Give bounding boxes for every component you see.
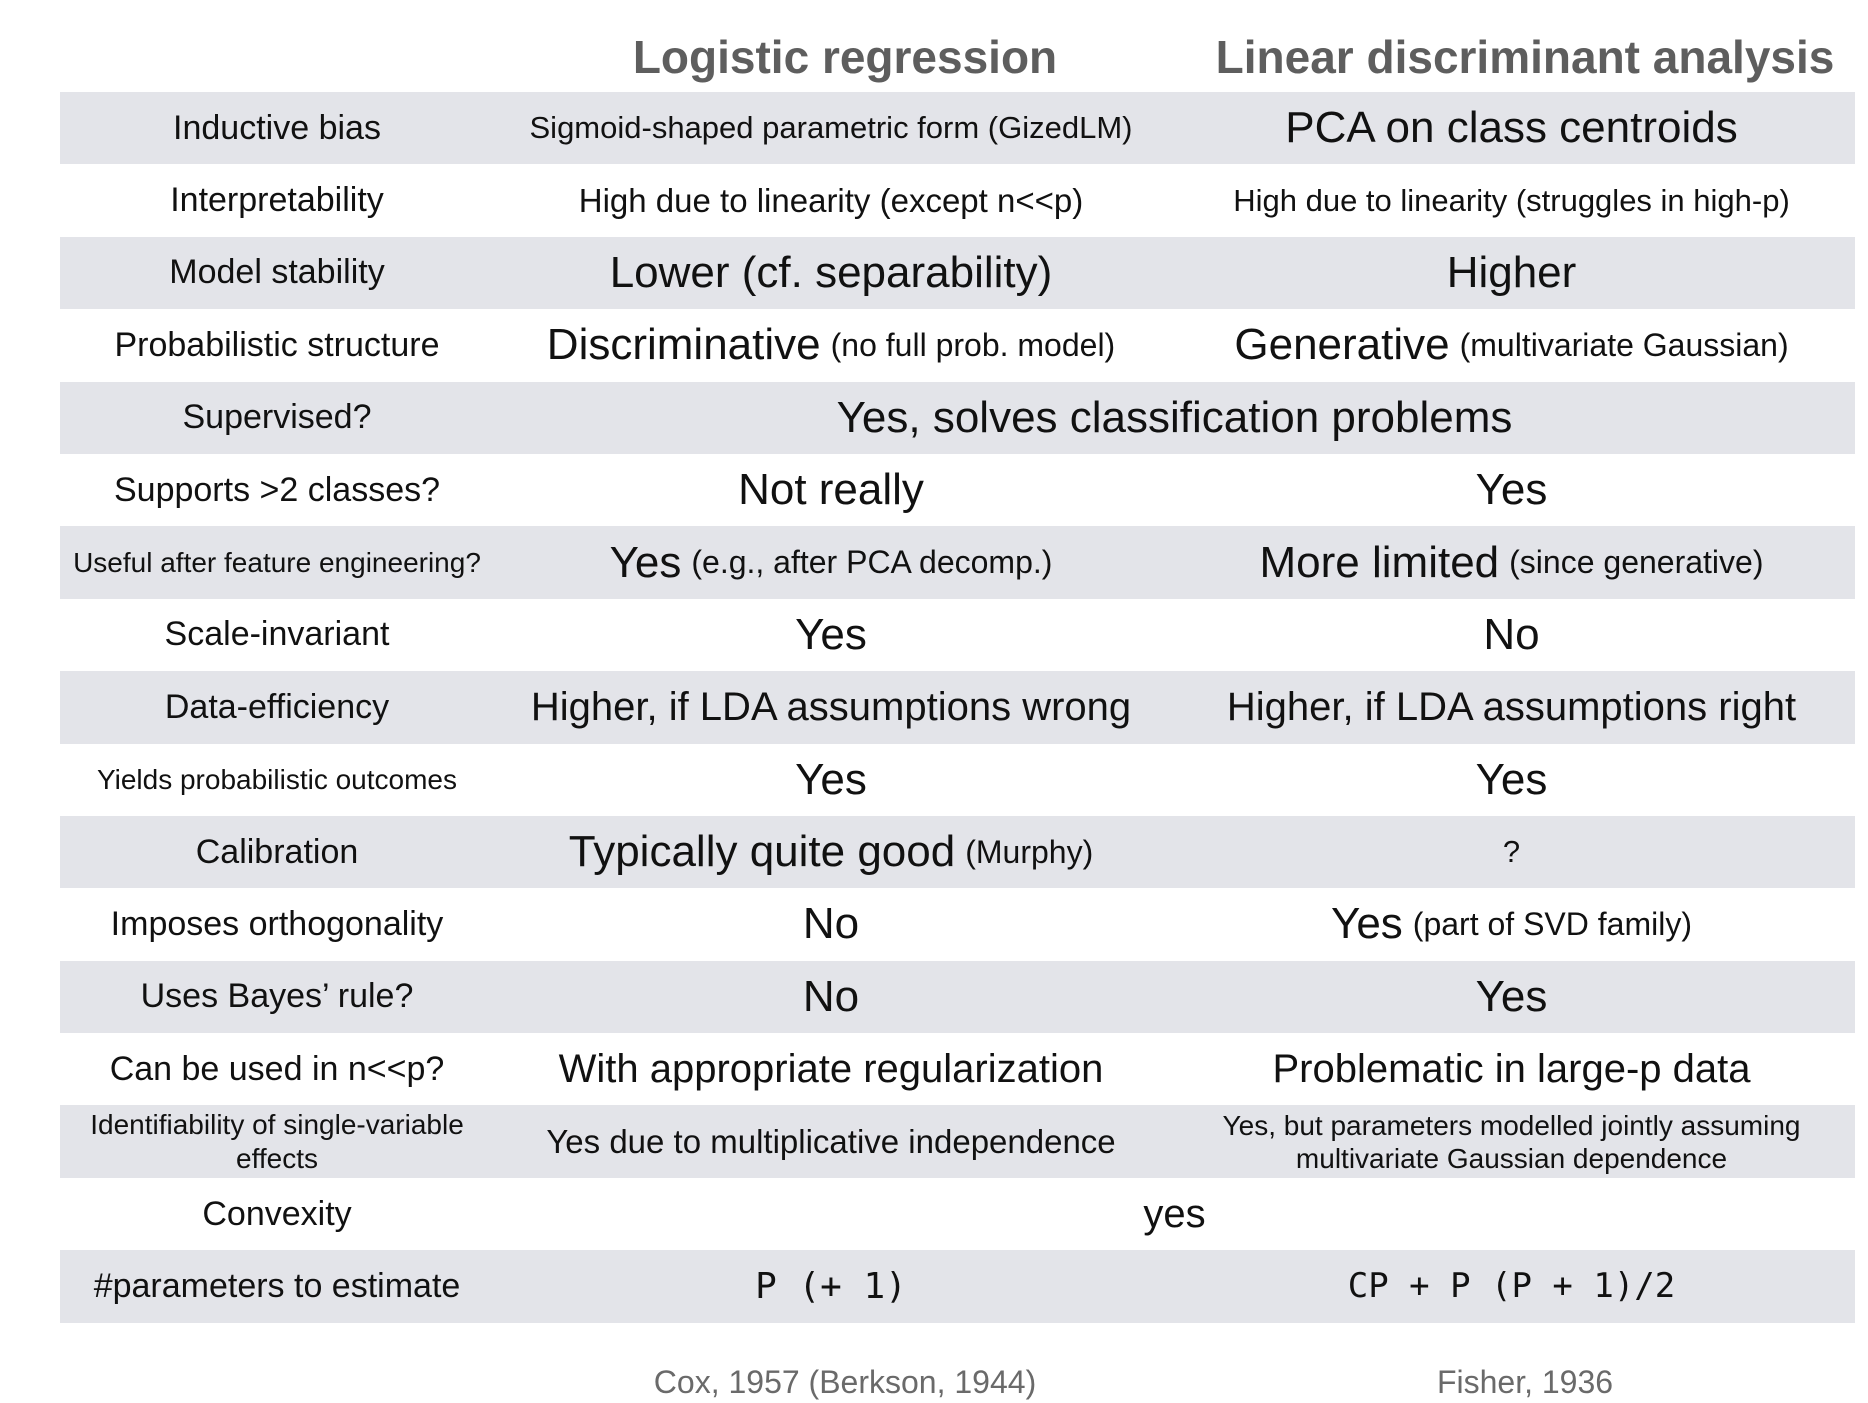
row-label: Supervised? xyxy=(182,398,372,437)
row-label: Convexity xyxy=(202,1194,352,1233)
table-row xyxy=(60,92,1855,164)
row-label: Identifiability of single-variable effects xyxy=(90,1108,464,1174)
lda-note-text: (part of SVD family) xyxy=(1412,905,1692,942)
table-row xyxy=(60,1250,1855,1322)
lr-note-text: (e.g., after PCA decomp.) xyxy=(691,544,1053,581)
lr-cell xyxy=(494,309,1168,381)
row-label: Model stability xyxy=(169,253,385,292)
lda-cell: Higher xyxy=(1446,247,1577,297)
lr-cell: No xyxy=(802,899,860,949)
comparison-table xyxy=(60,92,1855,1323)
table-row xyxy=(60,164,1855,236)
table-row xyxy=(60,1105,1855,1177)
lda-cell: Problematic in large-p data xyxy=(1272,1046,1751,1091)
table-row xyxy=(60,961,1855,1033)
lr-main-text: Typically quite good xyxy=(568,827,956,877)
citations xyxy=(0,1362,1868,1402)
row-label: Calibration xyxy=(195,832,359,871)
row-label: Scale-invariant xyxy=(164,615,390,654)
lr-cell: Yes xyxy=(795,754,867,804)
row-label: Interpretability xyxy=(170,181,384,220)
table-row xyxy=(60,526,1855,598)
row-label: #parameters to estimate xyxy=(93,1266,461,1305)
lda-cell xyxy=(1168,526,1855,598)
lda-main-text: More limited xyxy=(1259,537,1500,587)
table-row xyxy=(60,671,1855,743)
lda-note-text: (multivariate Gaussian) xyxy=(1459,326,1789,363)
lda-cell xyxy=(1168,309,1855,381)
table-row xyxy=(60,744,1855,816)
shared-cell: Yes, solves classification problems xyxy=(836,392,1513,442)
lda-main-text: Yes xyxy=(1331,899,1403,949)
lr-cell: With appropriate regularization xyxy=(558,1046,1104,1091)
lda-cell: Yes, but parameters modelled jointly assuming multivariate Gaussian dependence xyxy=(1222,1109,1801,1174)
shared-cell: yes xyxy=(1143,1191,1206,1236)
lr-cell: Lower (cf. separability) xyxy=(609,247,1053,297)
lr-main-text: Discriminative xyxy=(546,320,821,370)
table-row xyxy=(60,1178,1855,1250)
lda-cell: Yes xyxy=(1475,465,1548,515)
lda-cell: ? xyxy=(1502,834,1521,870)
lda-cell: High due to linearity (struggles in high-p) xyxy=(1233,182,1790,218)
row-label: Supports >2 classes? xyxy=(113,470,441,509)
table-row xyxy=(60,454,1855,526)
lda-cell: PCA on class centroids xyxy=(1285,103,1738,153)
table-row xyxy=(60,888,1855,960)
citation-logistic: Cox, 1957 (Berkson, 1944) xyxy=(653,1363,1037,1400)
lr-note-text: (no full prob. model) xyxy=(830,326,1116,363)
row-label: Inductive bias xyxy=(173,108,381,147)
lda-cell: Yes xyxy=(1475,971,1548,1021)
table-row xyxy=(60,599,1855,671)
table-row xyxy=(60,382,1855,454)
lda-cell: No xyxy=(1483,609,1540,659)
lr-main-text: Yes xyxy=(609,537,682,587)
lr-cell: High due to linearity (except n<<p) xyxy=(578,181,1084,219)
lr-cell: No xyxy=(802,971,860,1021)
row-label: Uses Bayes’ rule? xyxy=(140,977,414,1016)
lr-cell: P (+ 1) xyxy=(755,1265,907,1307)
lr-cell: Higher, if LDA assumptions wrong xyxy=(530,684,1132,729)
lr-cell: Yes due to multiplicative independence xyxy=(546,1122,1116,1160)
row-label: Yields probabilistic outcomes xyxy=(96,763,458,795)
lr-cell xyxy=(494,526,1168,598)
header-lda: Linear discriminant analysis xyxy=(1215,31,1835,83)
row-label: Can be used in n<<p? xyxy=(109,1049,445,1088)
table-row xyxy=(60,1033,1855,1105)
table-row xyxy=(60,309,1855,381)
table-row xyxy=(60,816,1855,888)
lr-cell xyxy=(494,816,1168,888)
lr-cell: Yes xyxy=(795,609,867,659)
lda-cell: Higher, if LDA assumptions right xyxy=(1226,684,1797,729)
citation-lda: Fisher, 1936 xyxy=(1436,1363,1614,1400)
header-logistic-regression: Logistic regression xyxy=(632,31,1058,83)
lda-cell: Yes xyxy=(1475,754,1548,804)
row-label: Data-efficiency xyxy=(164,687,390,726)
table-row xyxy=(60,237,1855,309)
row-label: Imposes orthogonality xyxy=(110,904,444,943)
row-label: Useful after feature engineering? xyxy=(73,546,481,578)
lda-cell xyxy=(1168,888,1855,960)
lr-cell: Not really xyxy=(738,465,924,515)
lda-main-text: Generative xyxy=(1234,320,1450,370)
lr-cell: Sigmoid-shaped parametric form (GizedLM) xyxy=(529,110,1133,146)
lda-note-text: (since generative) xyxy=(1509,544,1764,581)
row-label: Probabilistic structure xyxy=(114,325,440,364)
column-headers xyxy=(0,22,1868,92)
lda-cell: CP + P (P + 1)/2 xyxy=(1347,1266,1676,1307)
lr-note-text: (Murphy) xyxy=(965,833,1094,870)
